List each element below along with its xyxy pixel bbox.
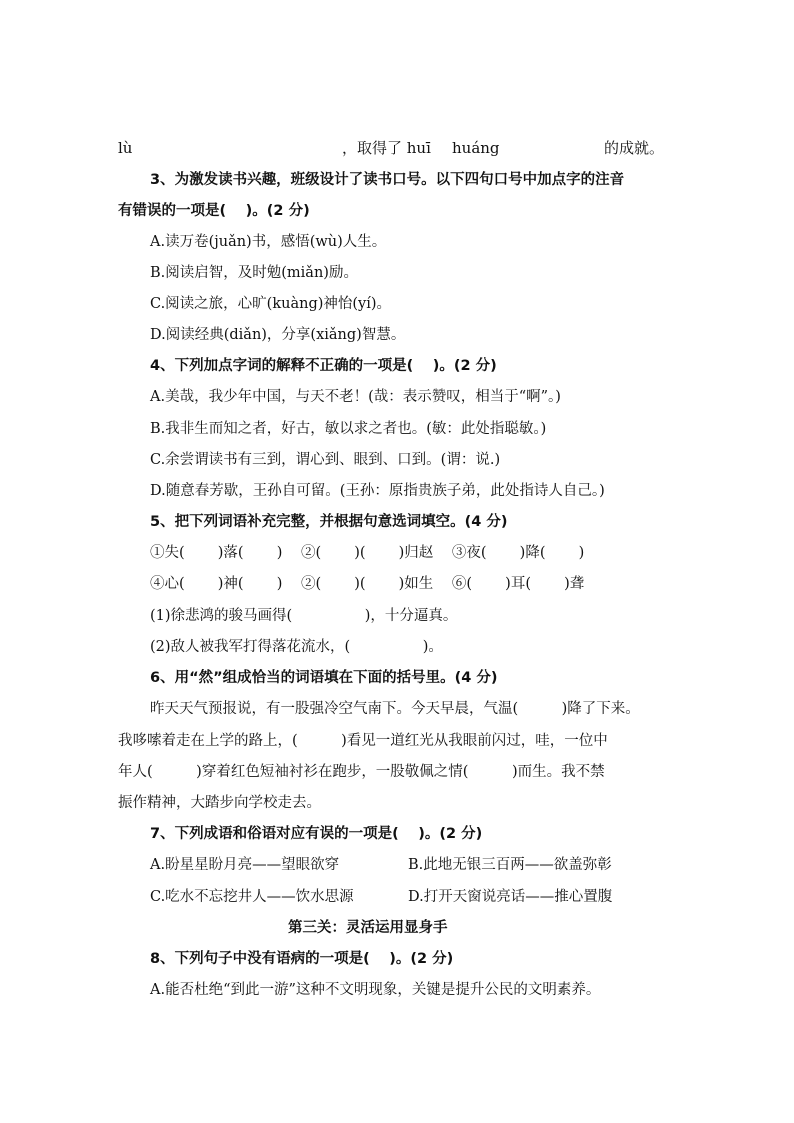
fill-text-end: 的成就。: [604, 139, 665, 157]
q7-option-b: B.此地无银三百两——欲盖弥彰: [408, 857, 612, 873]
q5-row-1: ①失( )落( ) ②( )( )归赵 ③夜( )降( ): [150, 545, 585, 561]
q6-para-3: 年人( )穿着红色短袖衬衫在跑步，一股敬佩之情( )而生。我不禁: [118, 764, 605, 780]
pinyin-lu: lù: [118, 139, 133, 157]
q7-option-c: C.吃水不忘挖井人——饮水思源: [150, 889, 354, 905]
q6-para-1: 昨天天气预报说，有一股强冷空气南下。今天早晨，气温( )降了下来。: [150, 701, 640, 717]
q7-option-d: D.打开天窗说亮话——推心置腹: [408, 889, 613, 905]
q6-title: 6、用“然”组成恰当的词语填在下面的括号里。(4 分): [150, 670, 498, 686]
fill-text: ，取得了 huī: [342, 139, 431, 157]
q4-option-b: B.我非生而知之者，好古，敏以求之者也。(敏：此处指聪敏。): [150, 421, 547, 437]
q5-sentence-1: (1)徐悲鸿的骏马画得( )，十分逼真。: [150, 608, 458, 624]
q3-option-b: B.阅读启智，及时勉(miǎn)励。: [150, 265, 358, 281]
q5-title: 5、把下列词语补充完整，并根据句意选词填空。(4 分): [150, 514, 508, 530]
q7-title: 7、下列成语和俗语对应有误的一项是( )。(2 分): [150, 826, 483, 842]
q6-para-2: 我哆嗦着走在上学的路上，( )看见一道红光从我眼前闪过，哇，一位中: [118, 733, 608, 749]
q3-title: 3、为激发读书兴趣，班级设计了读书口号。以下四句口号中加点字的注音: [150, 172, 625, 188]
q4-option-c: C.余尝谓读书有三到，谓心到、眼到、口到。(谓：说.): [150, 452, 501, 468]
q5-sentence-2: (2)敌人被我军打得落花流水，( )。: [150, 639, 443, 655]
q8-title: 8、下列句子中没有语病的一项是( )。(2 分): [150, 951, 454, 967]
q5-row-2: ④心( )神( ) ②( )( )如生 ⑥( )耳( )聋: [150, 576, 585, 592]
section-heading: 第三关：灵活运用显身手: [288, 920, 448, 936]
q4-option-d: D.随意春芳歇，王孙自可留。(王孙：原指贵族子弟，此处指诗人自己。): [150, 483, 605, 499]
q3-option-d: D.阅读经典(diǎn)，分享(xiǎng)智慧。: [150, 327, 406, 343]
q8-option-a: A.能否杜绝“到此一游”这种不文明现象，关键是提升公民的文明素养。: [150, 982, 601, 998]
q3-option-c: C.阅读之旅，心旷(kuàng)神怡(yí)。: [150, 296, 392, 312]
q3-option-a: A.读万卷(juǎn)书，感悟(wù)人生。: [150, 234, 387, 250]
q7-option-a: A.盼星星盼月亮——望眼欲穿: [150, 857, 340, 873]
pinyin-huang: huáng: [452, 139, 500, 157]
q4-title: 4、下列加点字词的解释不正确的一项是( )。(2 分): [150, 358, 497, 374]
q4-option-a: A.美哉，我少年中国，与天不老！(哉：表示赞叹，相当于“啊”。): [150, 389, 561, 405]
q3-title-cont: 有错误的一项是( )。(2 分): [118, 203, 310, 219]
q6-para-4: 振作精神，大踏步向学校走去。: [118, 795, 321, 811]
